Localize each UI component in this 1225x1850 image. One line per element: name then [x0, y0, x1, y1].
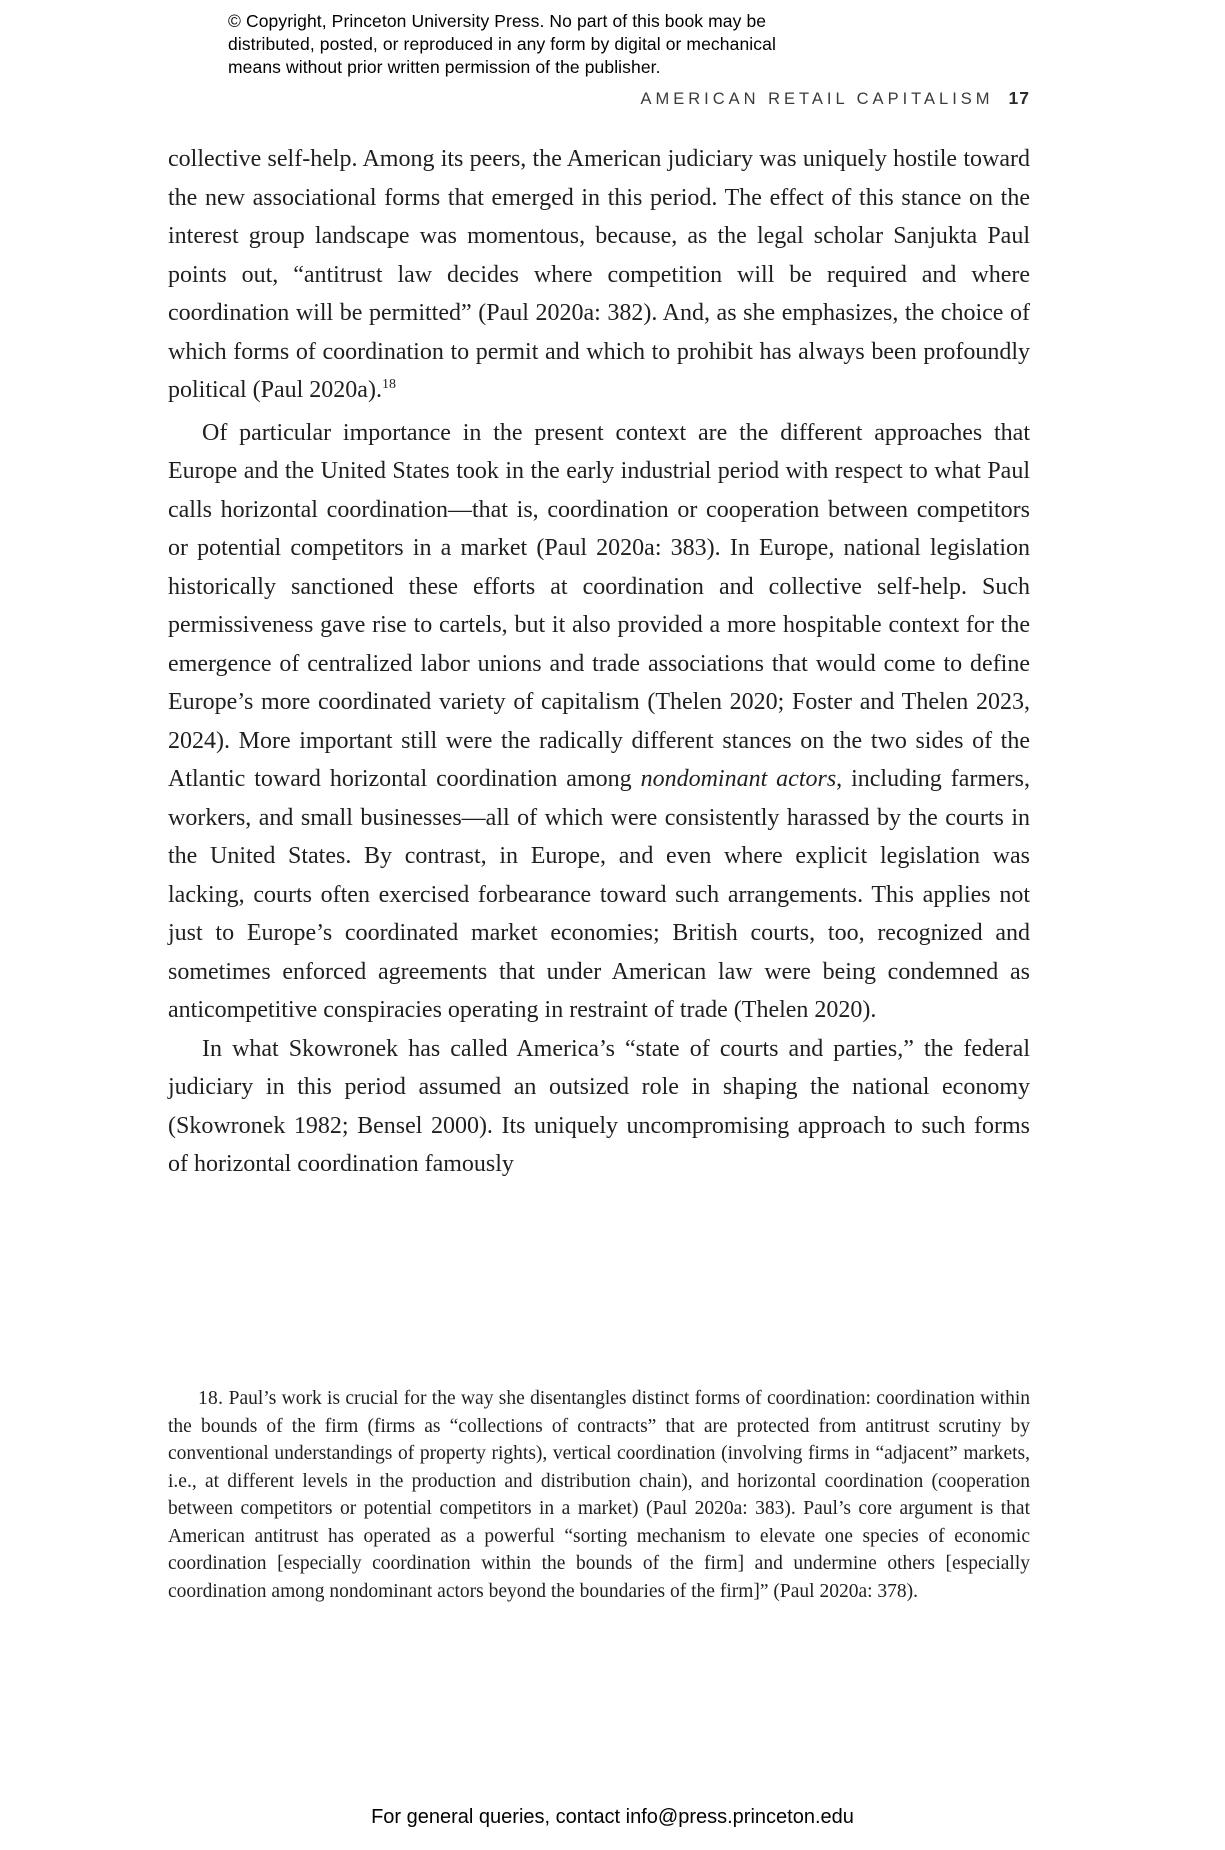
text-run: Paul’s work is crucial for the way she disentangles distinct forms of coordination: coordination within the bounds of the firm (firms as “collections of contracts” that are protected from antitrust scrutiny by conventional understandings of property rights), vertical coordination (involving firms in “adjacent” markets, i.e., at different levels in the production and distribution chain), and horizontal coordination (cooperation between competitors or potential competitors in a market) (Paul 2020a: 383). Paul’s core argument is that American antitrust has operated as a powerful “sorting mechanism to elevate one species of economic coordination [especially coordination within the bounds of the firm] and undermine others [especially coordination among nondominant actors beyond the boundaries of the firm]” (Paul 2020a: 378). — [168, 1388, 1030, 1602]
running-header — [168, 88, 1030, 109]
footnote-block — [168, 1385, 1030, 1605]
copyright-notice — [228, 10, 776, 79]
contact-line: For general queries, contact info@press.princeton.edu — [371, 1806, 854, 1828]
emphasized-text: nondominant actors — [640, 766, 837, 792]
text-run: , including farmers, workers, and small businesses—all of which were consistently harassed by the courts in the United States. By contrast, in Europe, and even where explicit legislation was lacking, courts often exercised forbearance toward such arrangements. This applies not just to Europe’s coordinated market economies; British courts, too, recognized and sometimes enforced agreements that under American law were being condemned as anticompetitive conspiracies operating in restraint of trade (Thelen 2020). — [168, 766, 1030, 1023]
paragraph — [168, 1385, 1030, 1605]
text-run: Of particular importance in the present context are the different approaches that Europe and the United States took in the early industrial period with respect to what Paul calls horizontal coordination—that is, coordination or cooperation between competitors or potential competitors in a market (Paul 2020a: 383). In Europe, national legislation historically sanctioned these efforts at coordination and collective self-help. Such permissiveness gave rise to cartels, but it also provided a more hospitable context for the emergence of centralized labor unions and trade associations that would come to define Europe’s more coordinated variety of capitalism (Thelen 2020; Foster and Thelen 2023, 2024). More important still were the radically different stances on the two sides of the Atlantic toward horizontal coordination among — [168, 419, 1030, 792]
footnote-number: 18. — [198, 1388, 224, 1409]
footnote-reference: 18 — [381, 377, 396, 392]
copyright-line: means without prior written permission of the publisher. — [228, 57, 661, 77]
paragraph — [168, 414, 1030, 1030]
copyright-line: © Copyright, Princeton University Press. No part of this book may be — [228, 11, 767, 31]
body-text — [168, 140, 1030, 1184]
paragraph — [168, 1030, 1030, 1184]
page-footer — [0, 1806, 1225, 1829]
copyright-line: distributed, posted, or reproduced in any form by digital or mechanical — [228, 34, 776, 54]
paragraph — [168, 140, 1030, 414]
chapter-title: AMERICAN RETAIL CAPITALISM — [640, 90, 994, 108]
text-run: In what Skowronek has called America’s “state of courts and parties,” the federal judiciary in this period assumed an outsized role in shaping the national economy (Skowronek 1982; Bensel 2000). Its uniquely uncompromising approach to such forms of horizontal coordination famously — [168, 1035, 1030, 1177]
page-number: 17 — [1008, 88, 1030, 108]
text-run: collective self-help. Among its peers, the American judiciary was uniquely hostile toward the new associational forms that emerged in this period. The effect of this stance on the interest group landscape was momentous, because, as the legal scholar Sanjukta Paul points out, “antitrust law decides where competition will be required and where coordination will be permitted” (Paul 2020a: 382). And, as she emphasizes, the choice of which forms of coordination to permit and which to prohibit has always been profoundly political (Paul 2020a). — [168, 146, 1030, 403]
